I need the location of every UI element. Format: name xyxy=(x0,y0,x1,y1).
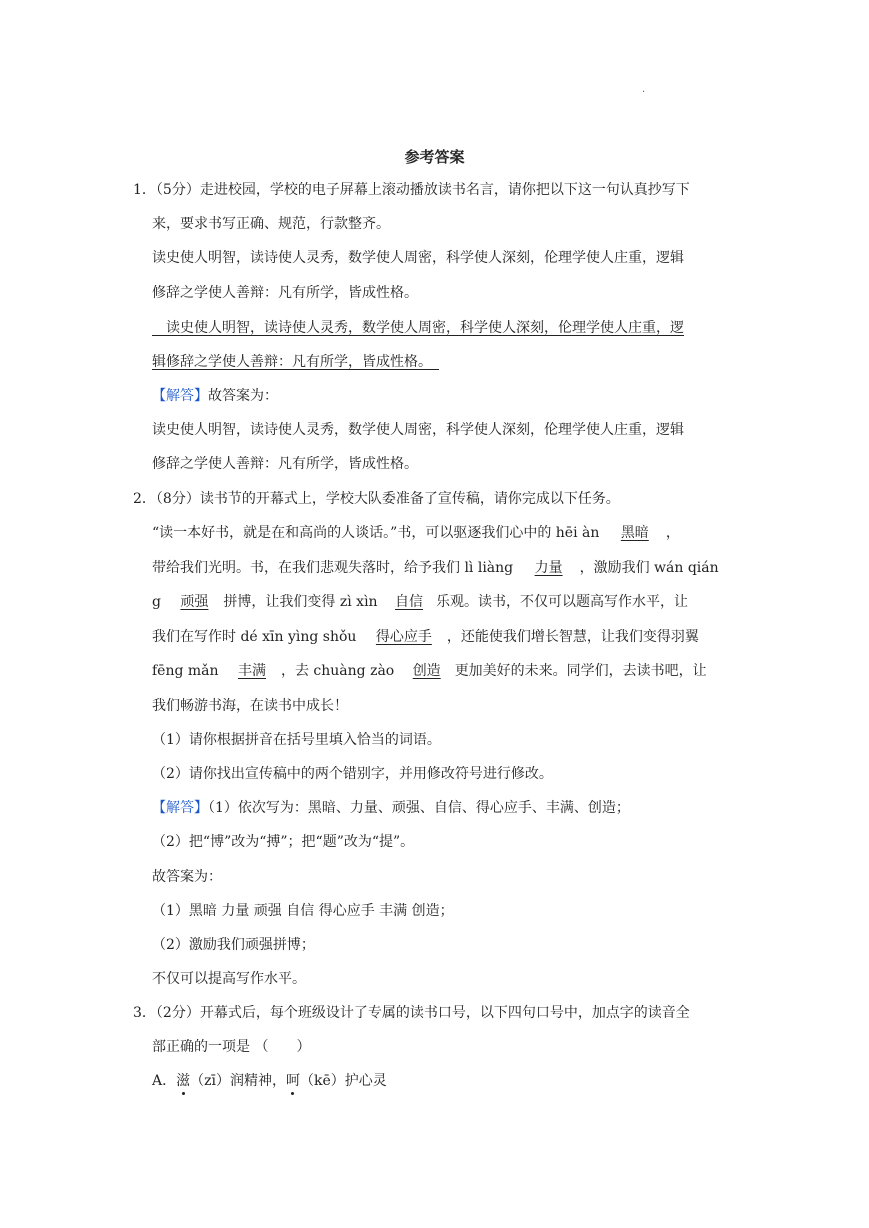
q1-quote-line1: 读史使人明智，读诗使人灵秀，数学使人周密，科学使人深刻，伦理学使人庄重，逻辑 xyxy=(152,250,684,266)
q2-answer-line3: 不仅可以提高写作水平。 xyxy=(152,971,306,987)
q1-solution-line1: 读史使人明智，读诗使人灵秀，数学使人周密，科学使人深刻，伦理学使人庄重，逻辑 xyxy=(152,422,684,438)
q1-solution-line2: 修辞之学使人善辩：凡有所学，皆成性格。 xyxy=(152,456,418,472)
q1-stem-line2: 来，要求书写正确、规范，行款整齐。 xyxy=(152,216,390,232)
q2-answer-intro: 故答案为： xyxy=(152,869,222,885)
q1-answer-line2 xyxy=(152,352,439,372)
q2-blank-6: 丰满 xyxy=(237,663,266,679)
q2-passage-line1: “读一本好书，就是在和高尚的人谈话。”书，可以驱逐我们心中的 hēi àn 黑暗 ， xyxy=(152,525,680,541)
q2-answer-line1: （1）黑暗 力量 顽强 自信 得心应手 丰满 创造； xyxy=(152,903,454,919)
q2-blank-4: 自信 xyxy=(395,594,424,610)
emphasis-char-1: 滋 xyxy=(176,1073,191,1089)
q2-passage-line2: 带给我们光明。书，在我们悲观失落时，给予我们 lì liàng 力量 ，激励我们 wán qián xyxy=(152,560,719,576)
q1-answer-line1 xyxy=(152,318,684,338)
q1-solution-tag: 【解答】 xyxy=(152,388,208,404)
q2-answer-line2: （2）激励我们顽强拼博； xyxy=(152,937,315,953)
q2-stem: 2．（8分）读书节的开幕式上，学校大队委准备了宣传稿，请你完成以下任务。 xyxy=(133,491,620,507)
q1-quote-line2: 修辞之学使人善辩：凡有所学，皆成性格。 xyxy=(152,285,418,301)
q1-answer-text2: 辑修辞之学使人善辩：凡有所学，皆成性格。 xyxy=(152,354,425,370)
q1-solution-intro: 【解答】故答案为： xyxy=(152,388,278,404)
q2-blank-3: 顽强 xyxy=(180,594,209,610)
q2-passage-line4: 我们在写作时 dé xīn yìng shǒu 得心应手 ，还能使我们增长智慧，让我们变得羽翼 xyxy=(152,629,699,645)
q2-blank-5: 得心应手 xyxy=(375,629,432,645)
emphasis-char-2: 呵 xyxy=(285,1073,300,1089)
q2-solution-line2: （2）把“博”改为“搏”；把“题”改为“提”。 xyxy=(152,834,415,850)
q3-stem-line1: 3．（2分）开幕式后，每个班级设计了专属的读书口号，以下四句口号中，加点字的读音全 xyxy=(133,1005,690,1021)
q1-answer-text1: 读史使人明智，读诗使人灵秀，数学使人周密，科学使人深刻，伦理学使人庄重，逻 xyxy=(166,320,684,336)
q2-solution-tag: 【解答】 xyxy=(152,800,208,816)
q2-subquestion-1: （1）请你根据拼音在括号里填入恰当的词语。 xyxy=(152,732,441,748)
q1-stem-line1: 1．（5分）走进校园，学校的电子屏幕上滚动播放读书名言，请你把以下这一句认真抄写下 xyxy=(133,182,690,198)
q2-blank-2: 力量 xyxy=(534,560,563,576)
q2-passage-line6: 我们畅游书海，在读书中成长！ xyxy=(152,698,348,714)
q2-passage-line5: fēng mǎn 丰满 ，去 chuàng zào 创造 更加美好的未来。同学们，去读书吧，让 xyxy=(152,663,707,679)
q2-solution-line1: 【解答】（1）依次写为：黑暗、力量、顽强、自信、得心应手、丰满、创造； xyxy=(152,800,630,816)
header-mark: . xyxy=(642,84,646,95)
q3-stem-line2: 部正确的一项是 （ ） xyxy=(152,1039,311,1055)
q2-passage-line3: g 顽强 拼博，让我们变得 zì xìn 自信 乐观。读书，不仅可以题高写作水平，让 xyxy=(152,594,689,610)
q2-blank-1: 黑暗 xyxy=(620,525,649,541)
page-title: 参考答案 xyxy=(404,148,465,166)
q2-subquestion-2: （2）请你找出宣传稿中的两个错别字，并用修改符号进行修改。 xyxy=(152,766,553,782)
q2-blank-7: 创造 xyxy=(412,663,441,679)
q3-option-a: A．滋（zī）润精神，呵（kē）护心灵 xyxy=(152,1073,387,1089)
